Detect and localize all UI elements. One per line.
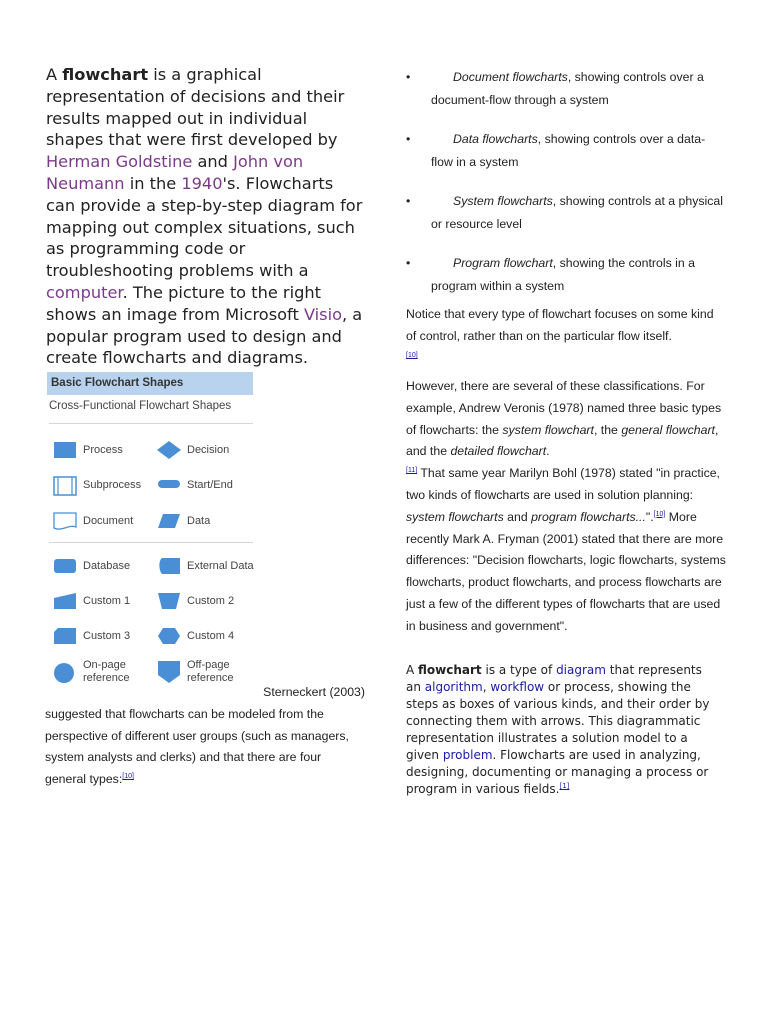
bullet-icon: • <box>406 256 411 270</box>
custom2-shape-icon <box>157 592 181 610</box>
off-page-reference-shape-icon <box>157 660 181 684</box>
intro-term-flowchart: flowchart <box>62 65 149 84</box>
citation-link[interactable]: [10] <box>406 351 418 359</box>
intro-text: 's. Flowcharts can provide a step-by-step diagram for mapping out complex situations, such as programming code or troubleshooting problems with a <box>46 173 363 281</box>
citation-link[interactable]: [1] <box>559 782 570 790</box>
link-algorithm[interactable]: algorithm <box>424 680 483 694</box>
divider <box>49 423 253 424</box>
classifications-paragraph: However, there are several of these classifications. For example, Andrew Veronis (1978) named three basic types of flowcharts: the system flowchart, the general flowchart, and the detailed flowchart. [11] That same year Marilyn Bohl (1978) stated "in practice, two kinds of flowcharts are used in solution planning: system flowcharts and program flowcharts...".[10] More recently Mark A. Fryman (2001) stated that there are more differences: "Decision flowcharts, logic flowcharts, systems flowcharts, product flowcharts, and process flowcharts are just a few of the different types of flowcharts that are used in business and government". <box>406 379 726 633</box>
sterneckert-text: suggested that flowcharts can be modeled from the perspective of different user groups (such as managers, system analysts and clerks) and that there are four general types: <box>45 706 349 787</box>
intro-text: , a popular program used to design and create flowcharts and diagrams. <box>46 304 363 368</box>
citation-link[interactable]: [11] <box>406 467 418 475</box>
terminator-shape-icon <box>157 476 181 490</box>
citation-link[interactable]: [10] <box>653 510 666 518</box>
bullet-text: , showing controls over a document-flow through a system <box>431 70 704 107</box>
sterneckert-paragraph <box>45 682 365 791</box>
notice-paragraph <box>406 303 726 369</box>
bullet-term: Document flowcharts <box>453 70 568 84</box>
link-problem[interactable]: problem <box>442 748 493 762</box>
intro-text: in the <box>124 173 182 193</box>
intro-text: and <box>192 152 234 172</box>
link-diagram[interactable]: diagram <box>556 663 606 677</box>
link-computer[interactable]: computer <box>46 282 123 302</box>
bullet-term: Program flowchart <box>453 256 553 270</box>
bullet-text: , showing controls over a data-flow in a system <box>431 132 706 169</box>
external-data-shape-icon <box>157 557 181 575</box>
list-item <box>406 128 726 174</box>
link-john-von-neumann[interactable]: John von Neumann <box>46 152 304 193</box>
process-shape-icon <box>53 441 77 459</box>
intro-text: . The picture to the right shows an image from Microsoft <box>46 282 321 324</box>
notice-text: Notice that every type of flowchart focuses on some kind of control, rather than on the particular flow itself. <box>406 307 714 343</box>
citation-link[interactable]: [10] <box>122 773 134 781</box>
intro-text: is a graphical representation of decisions and their results mapped out in individual shapes that were first developed by <box>46 65 345 150</box>
sterneckert-lead: Sterneckert (2003) <box>263 685 365 699</box>
decision-shape-icon <box>157 441 181 459</box>
document-shape-icon <box>53 512 77 532</box>
link-visio[interactable]: Visio <box>303 304 342 324</box>
visio-subheader: Cross-Functional Flowchart Shapes <box>49 400 232 412</box>
list-item <box>406 190 726 236</box>
bullet-icon: • <box>406 132 411 146</box>
list-item <box>406 66 726 112</box>
bullet-icon: • <box>406 70 411 84</box>
custom4-shape-icon <box>157 627 181 645</box>
visio-header: Basic Flowchart Shapes <box>47 372 253 395</box>
bullet-text: , showing the controls in a program within a system <box>431 256 695 293</box>
subprocess-shape-icon <box>53 476 77 496</box>
bullet-term: Data flowcharts <box>453 132 538 146</box>
intro-paragraph <box>46 64 366 369</box>
flowchart-types-list <box>406 66 726 314</box>
definition-paragraph: A flowchart is a type of diagram that represents an algorithm, workflow or process, showing the steps as boxes of various kinds, and their order by connecting them with arrows. This diagrammatic representation illustrates a solution model to a given problem. Flowcharts are used in analyzing, designing, documenting or managing a process or program in various fields.[1] <box>406 663 710 796</box>
visio-shapes-panel: Basic Flowchart Shapes Cross-Functional Flowchart Shapes Process Decision Subprocess Start/End Document Data Database External Data Custom 1 Custom 2 Custom 3 Custom 4 On-page reference Off-page reference <box>45 370 255 690</box>
bullet-text: , showing controls at a physical or resource level <box>431 194 723 231</box>
database-shape-icon <box>53 557 77 575</box>
custom3-shape-icon <box>53 627 77 645</box>
definition-term: flowchart <box>418 663 482 677</box>
data-shape-icon <box>157 512 181 530</box>
link-1940[interactable]: 1940 <box>181 173 223 193</box>
list-item <box>406 252 726 298</box>
custom1-shape-icon <box>53 592 77 610</box>
intro-text: A <box>46 65 63 84</box>
link-workflow[interactable]: workflow <box>490 680 545 694</box>
divider <box>49 542 253 543</box>
link-herman-goldstine[interactable]: Herman Goldstine <box>46 152 193 172</box>
bullet-term: System flowcharts <box>453 194 553 208</box>
bullet-icon: • <box>406 194 411 208</box>
